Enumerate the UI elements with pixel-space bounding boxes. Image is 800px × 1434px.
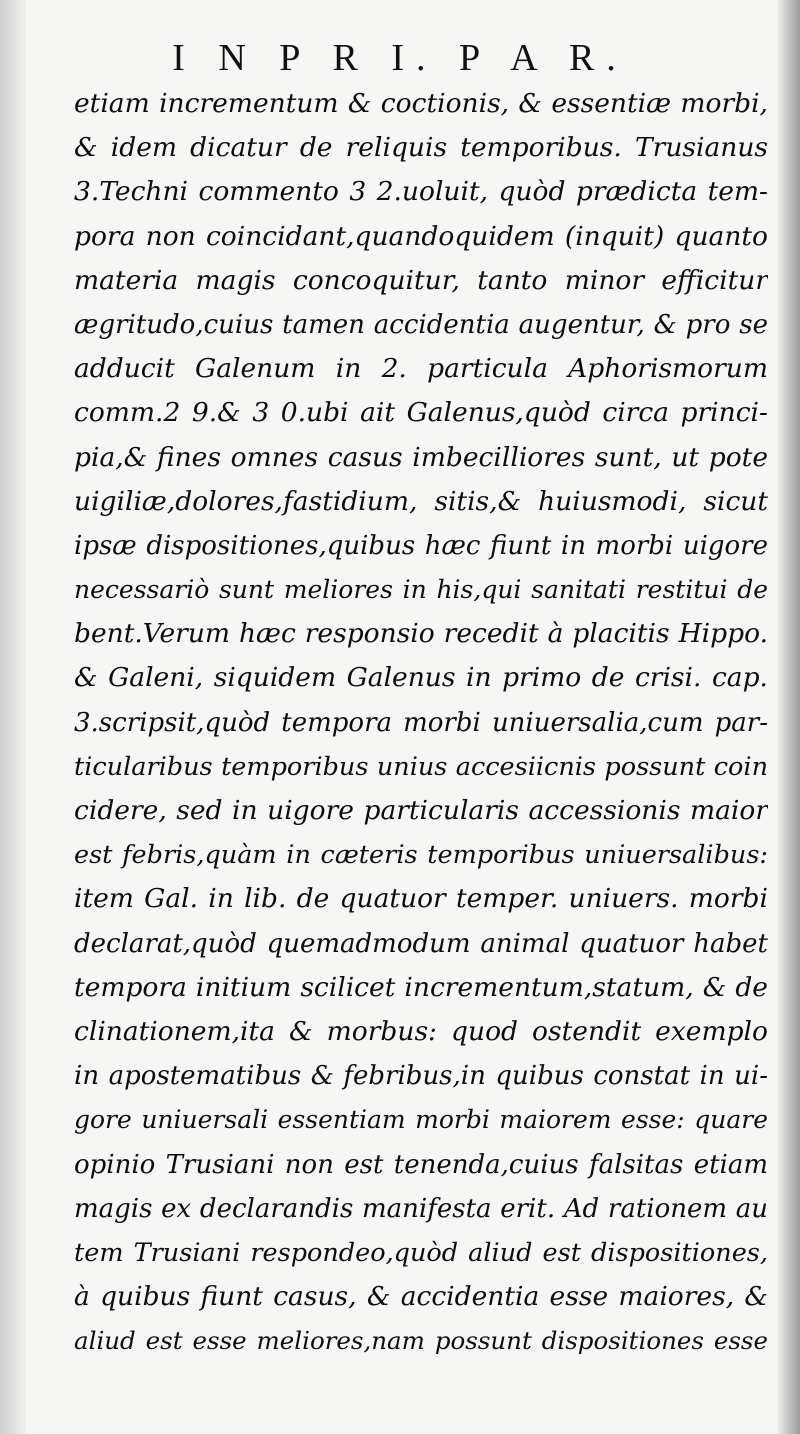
- text-line: gore uniuersali essentiam morbi maiorem esse: quare: [74, 1105, 768, 1135]
- text-line: clinationem,ita & morbus: quod ostendit exemplo: [74, 1015, 768, 1047]
- text-line: tem Trusiani respondeo,quòd aliud est dispositiones,: [74, 1237, 768, 1268]
- text-line: aliud est esse meliores,nam possunt dispositiones esse: [74, 1326, 768, 1356]
- text-line: magis ex declarandis manifesta erit. Ad rationem au: [74, 1193, 768, 1224]
- text-line: tempora initium scilicet incrementum,statum, & de: [74, 971, 768, 1003]
- text-line: materia magis concoquitur, tanto minor efficitur: [74, 264, 768, 296]
- text-line: comm.2 9.& 3 0.ubi ait Galenus,quòd circa princi-: [74, 397, 768, 429]
- text-line: ipsæ dispositiones,quibus hæc fiunt in morbi uigore: [74, 530, 768, 561]
- text-line: 3.scripsit,quòd tempora morbi uniuersalia,cum par-: [74, 707, 768, 738]
- text-line: adducit Galenum in 2. particula Aphorismorum: [74, 353, 768, 385]
- page-edge-shadow: [778, 0, 800, 1434]
- text-line: item Gal. in lib. de quatuor temper. uniuers. morbi: [74, 883, 768, 915]
- running-head: I N P R I. P A R.: [172, 37, 628, 79]
- text-line: etiam incrementum & coctionis, & essentiæ morbi,: [74, 88, 768, 119]
- text-line: opinio Trusiani non est tenenda,cuius falsitas etiam: [74, 1149, 768, 1180]
- text-line: est febris,quàm in cæteris temporibus uniuersalibus:: [74, 840, 768, 871]
- text-line: & idem dicatur de reliquis temporibus. Trusianus: [74, 132, 768, 164]
- text-line: uigiliæ,dolores,fastidium, sitis,& huiusmodi, sicut: [74, 485, 768, 517]
- page-gutter-shadow: [0, 0, 26, 1434]
- text-line: ticularibus temporibus unius accesiicnis possunt coin: [74, 751, 768, 782]
- text-line: declarat,quòd quemadmodum animal quatuor habet: [74, 928, 768, 959]
- text-line: 3.Techni commento 3 2.uoluit, quòd prædicta tem-: [74, 176, 768, 208]
- text-line: necessariò sunt meliores in his,qui sanitati restitui de: [74, 575, 768, 605]
- text-line: pora non coincidant,quandoquidem (inquit) quanto: [74, 220, 768, 252]
- text-line: pia,& fines omnes casus imbecilliores sunt, ut pote: [74, 441, 768, 473]
- body-text: [74, 82, 768, 1363]
- text-line: cidere, sed in uigore particularis accessionis maior: [74, 795, 768, 826]
- text-line: in apostematibus & febribus,in quibus constat in ui-: [74, 1061, 768, 1092]
- text-line: & Galeni, siquidem Galenus in primo de crisi. cap.: [74, 662, 768, 694]
- text-line: ægritudo,cuius tamen accidentia augentur, & pro se: [74, 309, 768, 340]
- text-line: bent.Verum hæc responsio recedit à placitis Hippo.: [74, 618, 768, 650]
- text-line: à quibus fiunt casus, & accidentia esse maiores, &: [74, 1281, 768, 1313]
